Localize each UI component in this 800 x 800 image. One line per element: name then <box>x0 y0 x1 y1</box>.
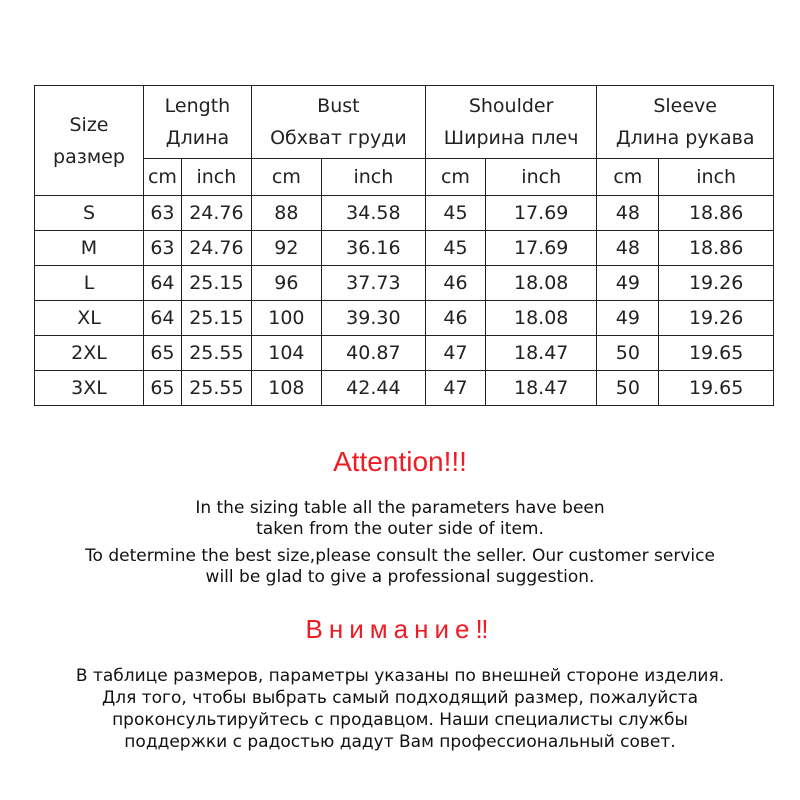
measurement-cell: 45 <box>425 231 485 266</box>
note-line: To determine the best size,please consult the seller. Our customer service <box>85 546 715 566</box>
measurement-cell: 39.30 <box>321 301 425 336</box>
measurement-cell: 48 <box>597 231 659 266</box>
measurement-cell: 18.47 <box>486 336 597 371</box>
measurement-cell: 19.65 <box>659 371 774 406</box>
measurement-cell: 36.16 <box>321 231 425 266</box>
measurement-cell: 63 <box>144 231 182 266</box>
group-header-ru: Длина <box>165 127 230 149</box>
measurement-cell: 46 <box>425 301 485 336</box>
group-header-en: Length <box>164 95 231 117</box>
measurement-cell: 25.15 <box>181 301 251 336</box>
service-note-en <box>0 546 800 588</box>
measurement-cell: 65 <box>144 371 182 406</box>
measurement-cell: 24.76 <box>181 231 251 266</box>
note-line: проконсультируйтесь с продавцом. Наши специалисты службы <box>112 710 688 730</box>
measurement-cell: 34.58 <box>321 196 425 231</box>
sizing-note-en <box>0 498 800 540</box>
note-line: В таблице размеров, параметры указаны по внешней стороне изделия. <box>75 666 725 686</box>
size-header-ru: размер <box>53 145 125 168</box>
group-header-en: Shoulder <box>468 95 554 117</box>
length-group-header <box>144 86 252 159</box>
sleeve-group-header <box>597 86 774 159</box>
size-chart-table <box>34 85 774 406</box>
size-cell: L <box>35 266 144 301</box>
note-line: поддержки с радостью дадут Вам профессиональный совет. <box>124 732 676 752</box>
measurement-cell: 17.69 <box>486 196 597 231</box>
measurement-cell: 47 <box>425 371 485 406</box>
measurement-cell: 49 <box>597 266 659 301</box>
unit-header: cm <box>144 159 182 196</box>
measurement-cell: 64 <box>144 266 182 301</box>
measurement-cell: 46 <box>425 266 485 301</box>
measurement-cell: 24.76 <box>181 196 251 231</box>
measurement-cell: 50 <box>597 371 659 406</box>
measurement-cell: 65 <box>144 336 182 371</box>
measurement-cell: 18.86 <box>659 196 774 231</box>
note-line: In the sizing table all the parameters have been <box>195 498 605 518</box>
measurement-cell: 100 <box>251 301 321 336</box>
measurement-cell: 108 <box>251 371 321 406</box>
table-body <box>35 196 774 406</box>
measurement-cell: 40.87 <box>321 336 425 371</box>
size-cell: 3XL <box>35 371 144 406</box>
group-header-ru: Ширина плеч <box>443 127 579 149</box>
unit-header: inch <box>486 159 597 196</box>
measurement-cell: 19.65 <box>659 336 774 371</box>
table-row <box>35 266 774 301</box>
table-row <box>35 301 774 336</box>
sizing-note-ru <box>0 665 800 753</box>
unit-header: cm <box>597 159 659 196</box>
measurement-cell: 19.26 <box>659 266 774 301</box>
size-column-header <box>35 86 144 196</box>
group-header-en: Sleeve <box>653 95 717 117</box>
measurement-cell: 48 <box>597 196 659 231</box>
size-cell: XL <box>35 301 144 336</box>
unit-header: cm <box>251 159 321 196</box>
group-header-ru: Обхват груди <box>270 127 407 149</box>
measurement-cell: 45 <box>425 196 485 231</box>
size-cell: S <box>35 196 144 231</box>
measurement-cell: 88 <box>251 196 321 231</box>
size-cell: 2XL <box>35 336 144 371</box>
unit-header: inch <box>659 159 774 196</box>
measurement-cell: 42.44 <box>321 371 425 406</box>
measurement-cell: 25.55 <box>181 371 251 406</box>
attention-heading-ru: Внимание‼ <box>305 614 495 644</box>
measurement-cell: 50 <box>597 336 659 371</box>
bust-group-header <box>251 86 425 159</box>
measurement-cell: 47 <box>425 336 485 371</box>
measurement-cell: 63 <box>144 196 182 231</box>
unit-header: inch <box>321 159 425 196</box>
measurement-cell: 37.73 <box>321 266 425 301</box>
unit-header: cm <box>425 159 485 196</box>
measurement-cell: 25.55 <box>181 336 251 371</box>
note-line: taken from the outer side of item. <box>256 519 544 539</box>
unit-header: inch <box>181 159 251 196</box>
measurement-cell: 96 <box>251 266 321 301</box>
measurement-cell: 64 <box>144 301 182 336</box>
measurement-cell: 92 <box>251 231 321 266</box>
attention-heading-en: Attention!!! <box>333 446 467 477</box>
size-header-en: Size <box>69 113 109 136</box>
note-line: will be glad to give a professional suggestion. <box>205 567 595 587</box>
measurement-cell: 17.69 <box>486 231 597 266</box>
measurement-cell: 18.08 <box>486 266 597 301</box>
table-row <box>35 196 774 231</box>
measurement-cell: 19.26 <box>659 301 774 336</box>
size-cell: M <box>35 231 144 266</box>
measurement-cell: 18.86 <box>659 231 774 266</box>
group-header-ru: Длина рукава <box>615 127 755 149</box>
table-row <box>35 231 774 266</box>
measurement-cell: 18.08 <box>486 301 597 336</box>
unit-header-row <box>35 159 774 196</box>
table-row <box>35 336 774 371</box>
measurement-cell: 104 <box>251 336 321 371</box>
measurement-cell: 18.47 <box>486 371 597 406</box>
shoulder-group-header <box>425 86 596 159</box>
table-row <box>35 371 774 406</box>
note-line: Для того, чтобы выбрать самый подходящий размер, пожалуйста <box>101 688 699 708</box>
measurement-cell: 25.15 <box>181 266 251 301</box>
measurement-cell: 49 <box>597 301 659 336</box>
group-header-en: Bust <box>317 95 360 117</box>
table-header-row <box>35 86 774 159</box>
